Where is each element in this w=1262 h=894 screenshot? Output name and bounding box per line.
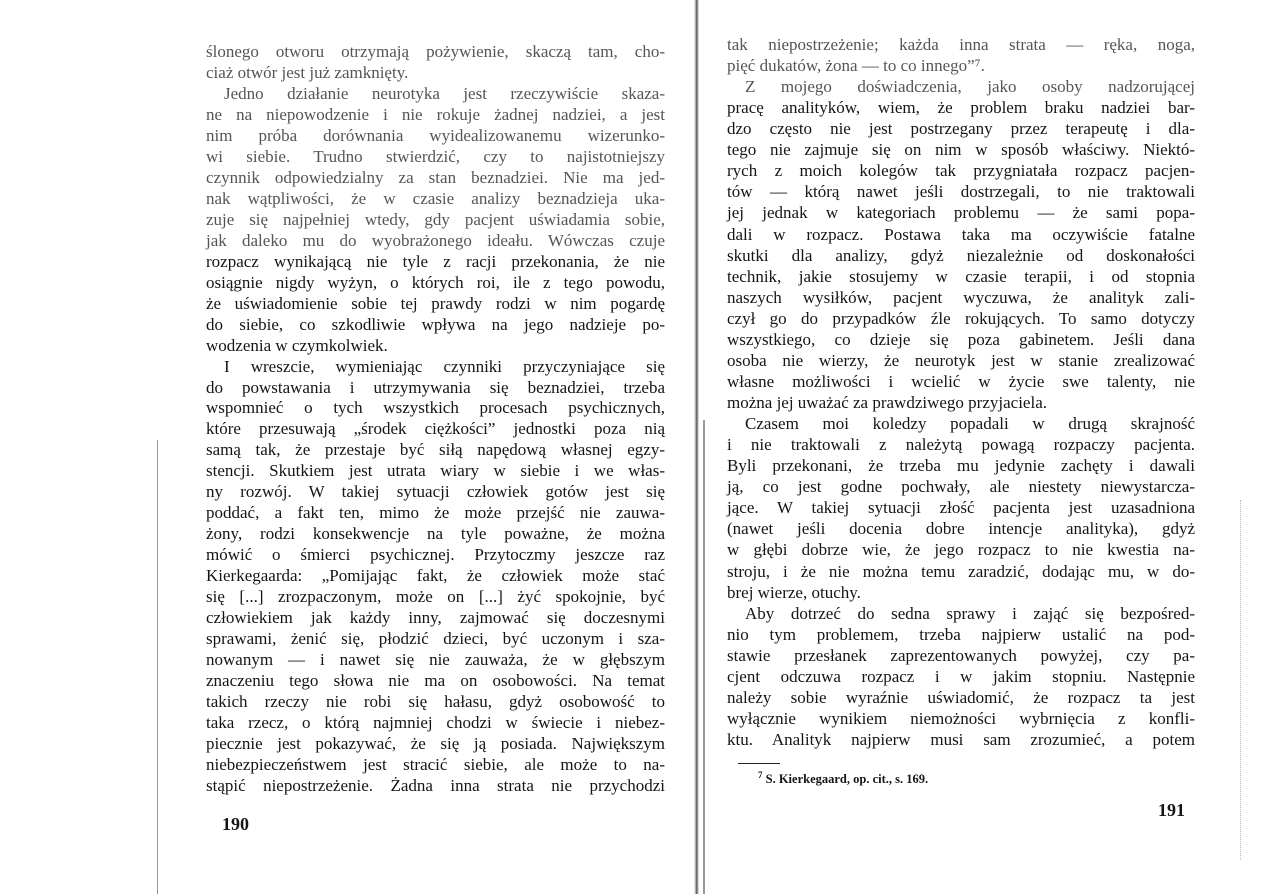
- text-line: Aby dotrzeć do sedna sprawy i zająć się bezpośred-: [745, 603, 1195, 623]
- text-line: mówić o śmierci psychicznej. Przytoczmy jeszcze raz: [206, 545, 665, 565]
- text-line: ny rozwój. W takiej sytuacji człowiek gotów jest się: [206, 482, 665, 502]
- text-line: Kierkegaarda: „Pomijając fakt, że człowiek może stać: [206, 566, 665, 586]
- text-line: osoba nie wierzy, że neurotyk jest w stanie zrealizować: [727, 350, 1195, 370]
- text-line: pięć dukatów, żona — to co innego”⁷.: [727, 56, 985, 76]
- text-line: Byli przekonani, że trzeba mu jedynie zachęty i dawali: [727, 456, 1195, 476]
- text-line: wodzenia w czymkolwiek.: [206, 335, 388, 355]
- text-line: skutki dla analizy, gdyż niezależnie od doskonałości: [727, 245, 1195, 265]
- text-line: (nawet jeśli docenia dobre intencje analityka), gdyż: [727, 519, 1195, 539]
- text-line: niebezpieczeństwem jest stracić siebie, ale może to na-: [206, 754, 665, 774]
- footnote-marker: 7: [758, 770, 763, 780]
- text-line: naszych wysiłków, pacjent wyczuwa, że analityk zali-: [727, 287, 1195, 307]
- text-line: i nie traktowali z należytą powagą rozpaczy pacjenta.: [727, 435, 1195, 455]
- text-line: należy sobie wyraźnie uświadomić, że rozpacz ta jest: [727, 687, 1195, 707]
- text-line: jej jednak w kategoriach problemu — że sami popa-: [727, 203, 1195, 223]
- text-line: sprawami, żenić się, płodzić dzieci, być uczonym i sza-: [206, 629, 665, 649]
- text-line: Jedno działanie neurotyka jest rzeczywiście skaza-: [224, 83, 665, 103]
- text-line: wszystkiego, co dzieje się poza gabinetem. Jeśli dana: [727, 329, 1195, 349]
- text-line: dzo często nie jest postrzegany przez terapeutę i dla-: [727, 119, 1195, 139]
- text-line: człowiekiem jak każdy inny, zajmować się doczesnymi: [206, 608, 665, 628]
- text-line: dali w rozpacz. Postawa taka ma oczywiście fatalne: [727, 224, 1195, 244]
- text-line: ją, co jest godne pochwały, ale niestety niewystarcza-: [727, 477, 1195, 497]
- text-line: rozpacz wynikającą nie tyle z racji przekonania, że nie: [206, 251, 665, 271]
- text-line: takich rzeczy nie robi się hałasu, gdyż osobowość to: [206, 692, 665, 712]
- text-line: osiągnie nigdy wyżyn, o których roi, ile z tego powodu,: [206, 272, 665, 292]
- text-line: nowanym — i nawet się nie zauważa, że w głębszym: [206, 650, 665, 670]
- text-line: znaczeniu tego słowa nie ma on osobowości. Na temat: [206, 671, 665, 691]
- text-line: rych z moich kolegów tak przygniatała rozpacz pacjen-: [727, 161, 1195, 181]
- text-line: stąpić niepostrzeżenie. Żadna inna strata nie przychodzi: [206, 775, 665, 795]
- text-line: stawie przesłanek zaprezentowanych powyżej, czy pa-: [727, 645, 1195, 665]
- text-line: brej wierze, otuchy.: [727, 582, 861, 602]
- text-line: I wreszcie, wymieniając czynniki przyczyniające się: [224, 356, 665, 376]
- text-line: się [...] zrozpaczonym, może on [...] żyć spokojnie, być: [206, 587, 665, 607]
- text-line: jące. W takiej sytuacji złość pacjenta jest uzasadniona: [727, 498, 1195, 518]
- footnote-rule: [738, 763, 780, 764]
- page-number-right: 191: [1158, 800, 1185, 820]
- right-page: [700, 0, 1262, 894]
- text-line: wi siebie. Trudno stwierdzić, czy to najistotniejszy: [206, 146, 665, 166]
- text-line: Czasem moi koledzy popadali w drugą skrajność: [745, 414, 1195, 434]
- text-line: poddać, a fakt ten, mimo że może przejść nie zauwa-: [206, 503, 665, 523]
- text-line: wyłącznie wynikiem niemożności wybrnięcia z konfli-: [727, 708, 1195, 728]
- text-line: które przesuwają „środek ciężkości” jednostki poza nią: [206, 419, 665, 439]
- text-line: ciaż otwór jest już zamknięty.: [206, 62, 409, 82]
- text-line: własne możliwości i wcielić w życie swe talenty, nie: [727, 371, 1195, 391]
- text-line: w głębi dobrze wie, że jego rozpacz to nie kwestia na-: [727, 540, 1195, 560]
- text-line: że uświadomienie sobie tej prawdy rodzi w nim pogardę: [206, 293, 665, 313]
- text-line: stroju, i że nie można temu zaradzić, dodając mu, w do-: [727, 561, 1195, 581]
- text-line: Z mojego doświadczenia, jako osoby nadzorującej: [745, 77, 1195, 97]
- text-line: do siebie, co szkodliwie wpływa na jego nadzieje po-: [206, 314, 665, 334]
- text-line: nim próba dorównania wyidealizowanemu wizerunko-: [206, 125, 665, 145]
- text-line: stencji. Skutkiem jest utrata wiary w siebie i we włas-: [206, 461, 665, 481]
- text-line: nak wątpliwości, że w czasie analizy beznadzieja uka-: [206, 188, 665, 208]
- text-line: pracę analityków, wiem, że problem braku nadziei bar-: [727, 98, 1195, 118]
- text-line: czynnik odpowiedzialny za stan beznadziei. Nie ma jed-: [206, 167, 665, 187]
- page-number-left: 190: [222, 814, 249, 834]
- text-line: do powstawania i utrzymywania się beznadziei, trzeba: [206, 377, 665, 397]
- text-line: żony, rodzi konsekwencje na tyle poważne, że można: [206, 524, 665, 544]
- text-line: ślonego otworu otrzymają pożywienie, skaczą tam, cho-: [206, 42, 665, 61]
- text-line: samą tak, że przestaje być siłą napędową własnej egzy-: [206, 440, 665, 460]
- text-line: tego nie zajmuje się on nim w sposób właściwy. Niektó-: [727, 140, 1195, 160]
- text-line: jak daleko mu do wyobrażonego ideału. Wówczas czuje: [206, 230, 665, 250]
- text-line: tak niepostrzeżenie; każda inna strata — ręka, noga,: [727, 35, 1195, 54]
- text-line: piecznie jest pokazywać, że się ją posiada. Największym: [206, 734, 665, 753]
- footnote-text: S. Kierkegaard, op. cit., s. 169.: [762, 772, 929, 787]
- text-line: czył go do przypadków źle rokujących. To samo dotyczy: [727, 308, 1195, 328]
- text-line: ne na niepowodzenie i nie rokuje żadnej nadziei, a jest: [206, 104, 665, 124]
- text-line: można jej uważać za prawdziwego przyjaciela.: [727, 393, 1047, 413]
- text-line: nio tym problemem, trzeba najpierw ustalić na pod-: [727, 624, 1195, 644]
- text-line: ktu. Analityk najpierw musi sam zrozumieć, a potem: [727, 729, 1195, 749]
- text-line: taka rzecz, o którą najmniej chodzi w świecie i niebez-: [206, 713, 665, 733]
- footnote: [758, 770, 928, 787]
- text-line: technik, jakie stosujemy w czasie terapii, i od stopnia: [727, 266, 1195, 286]
- text-line: cjent odczuwa rozpacz i w jakim stopniu. Następnie: [727, 666, 1195, 686]
- text-line: tów — którą nawet jeśli dostrzegali, to nie traktowali: [727, 182, 1195, 202]
- text-line: wspomnieć o tych wszystkich procesach psychicznych,: [206, 398, 665, 418]
- text-line: zuje się najpełniej wtedy, gdy pacjent uświadamia sobie,: [206, 209, 665, 229]
